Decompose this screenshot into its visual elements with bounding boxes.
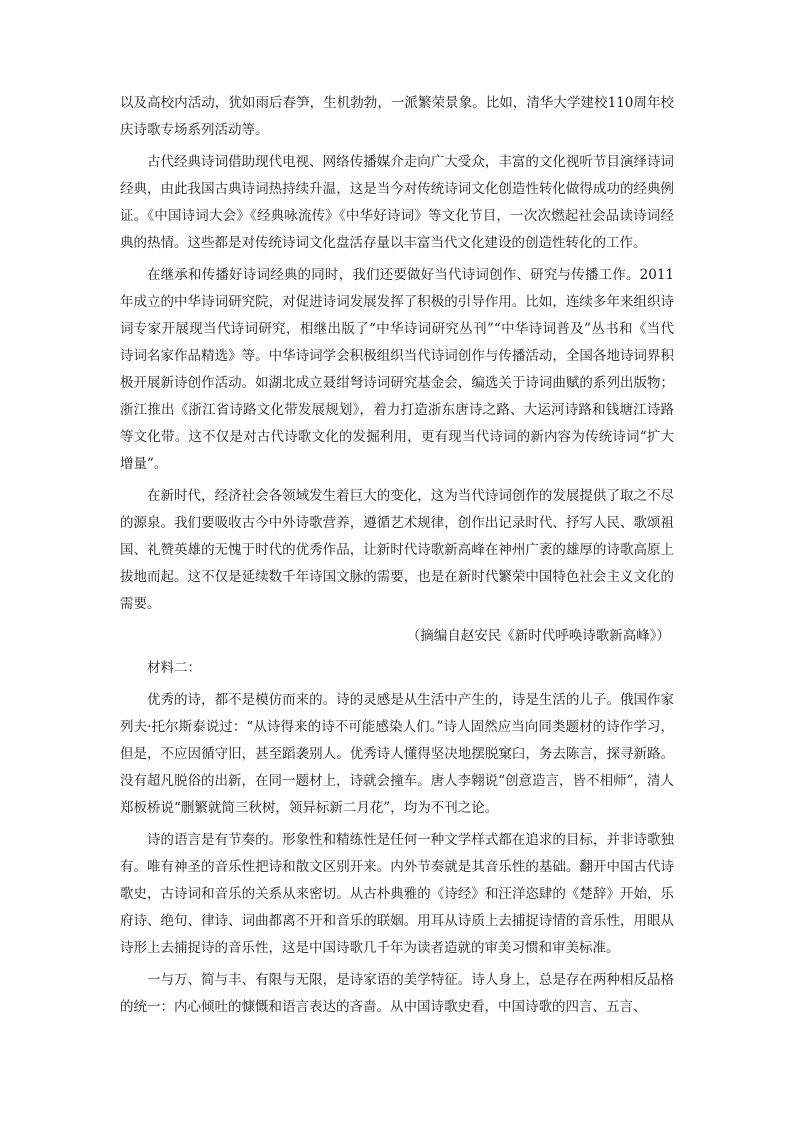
paragraph-4: 在新时代，经济社会各领域发生着巨大的变化，这为当代诗词创作的发展提供了取之不尽的源泉。我们要吸收古今中外诗歌营养，遵循艺术规律，创作出记录时代、抒写人民、歌颂祖国、礼赞英雄的无愧于时代的优秀作品，让新时代诗歌新高峰在神州广袤的雄厚的诗歌高原上拔地而起。这不仅是延续数千年诗国文脉的需要，也是在新时代繁荣中国特色社会主义文化的需要。 (120, 488, 674, 612)
paragraph-1: 以及高校内活动，犹如雨后春笋，生机勃勃，一派繁荣景象。比如，清华大学建校110周年校庆诗歌专场系列活动等。 (120, 95, 674, 138)
source-citation: （摘编自赵安民《新时代呼唤诗歌新高峰》） (406, 628, 670, 644)
paragraph-7: 一与万、简与丰、有限与无限，是诗家语的美学特征。诗人身上，总是存在两种相反品格的统一：内心倾吐的慷慨和语言表达的吝啬。从中国诗歌史看，中国诗歌的四言、五言、 (120, 972, 674, 1015)
paragraph-6: 诗的语言是有节奏的。形象性和精练性是任何一种文学样式都在追求的目标，并非诗歌独有。唯有神圣的音乐性把诗和散文区别开来。内外节奏就是其音乐性的基础。翻开中国古代诗歌史，古诗词和音乐的关系从来密切。从古朴典雅的《诗经》和汪洋恣肆的《楚辞》开始，乐府诗、绝句、律诗、词曲都离不开和音乐的联姻。用耳从诗质上去捕捉诗情的音乐性，用眼从诗形上去捕捉诗的音乐性，这是中国诗歌几千年为读者造就的审美习惯和审美标准。 (120, 832, 674, 956)
paragraph-5: 优秀的诗，都不是模仿而来的。诗的灵感是从生活中产生的，诗是生活的儿子。俄国作家列夫·托尔斯泰说过：“从诗得来的诗不可能感染人们。”诗人固然应当向同类题材的诗作学习，但是，不应因循守旧，甚至蹈袭别人。优秀诗人懂得坚决地摆脱窠臼，务去陈言，探寻新路。没有超凡脱俗的出新，在同一题材上，诗就会撞车。唐人李翱说“创意造言，皆不相师”，清人郑板桥说“删繁就简三秋树，领异标新二月花”，均为不刊之论。 (120, 692, 674, 816)
section-label: 材料二： (147, 660, 201, 676)
paragraph-2: 古代经典诗词借助现代电视、网络传播媒介走向广大受众，丰富的文化视听节目演绎诗词经典，由此我国古典诗词热持续升温，这是当今对传统诗词文化创造性转化做得成功的经典例证。《中国诗词大会》《经典咏流传》《中华好诗词》等文化节目，一次次燃起社会品读诗词经典的热情。这些都是对传统诗词文化盘活存量以丰富当代文化建设的创造性转化的工作。 (120, 154, 674, 251)
document-page (120, 90, 674, 1026)
paragraph-3: 在继承和传播好诗词经典的同时，我们还要做好当代诗词创作、研究与传播工作。2011年成立的中华诗词研究院，对促进诗词发展发挥了积极的引导作用。比如，连续多年来组织诗词专家开展现当代诗词研究，相继出版了“中华诗词研究丛刊”“中华诗词普及”丛书和《当代诗词名家作品精选》等。中华诗词学会积极组织当代诗词创作与传播活动，全国各地诗词界积极开展新诗创作活动。如湖北成立聂绀弩诗词研究基金会，编选关于诗词曲赋的系列出版物；浙江推出《浙江省诗路文化带发展规划》，着力打造浙东唐诗之路、大运河诗路和钱塘江诗路等文化带。这不仅是对古代诗歌文化的发掘利用，更有现当代诗词的新内容为传统诗词“扩大增量”。 (120, 267, 674, 472)
